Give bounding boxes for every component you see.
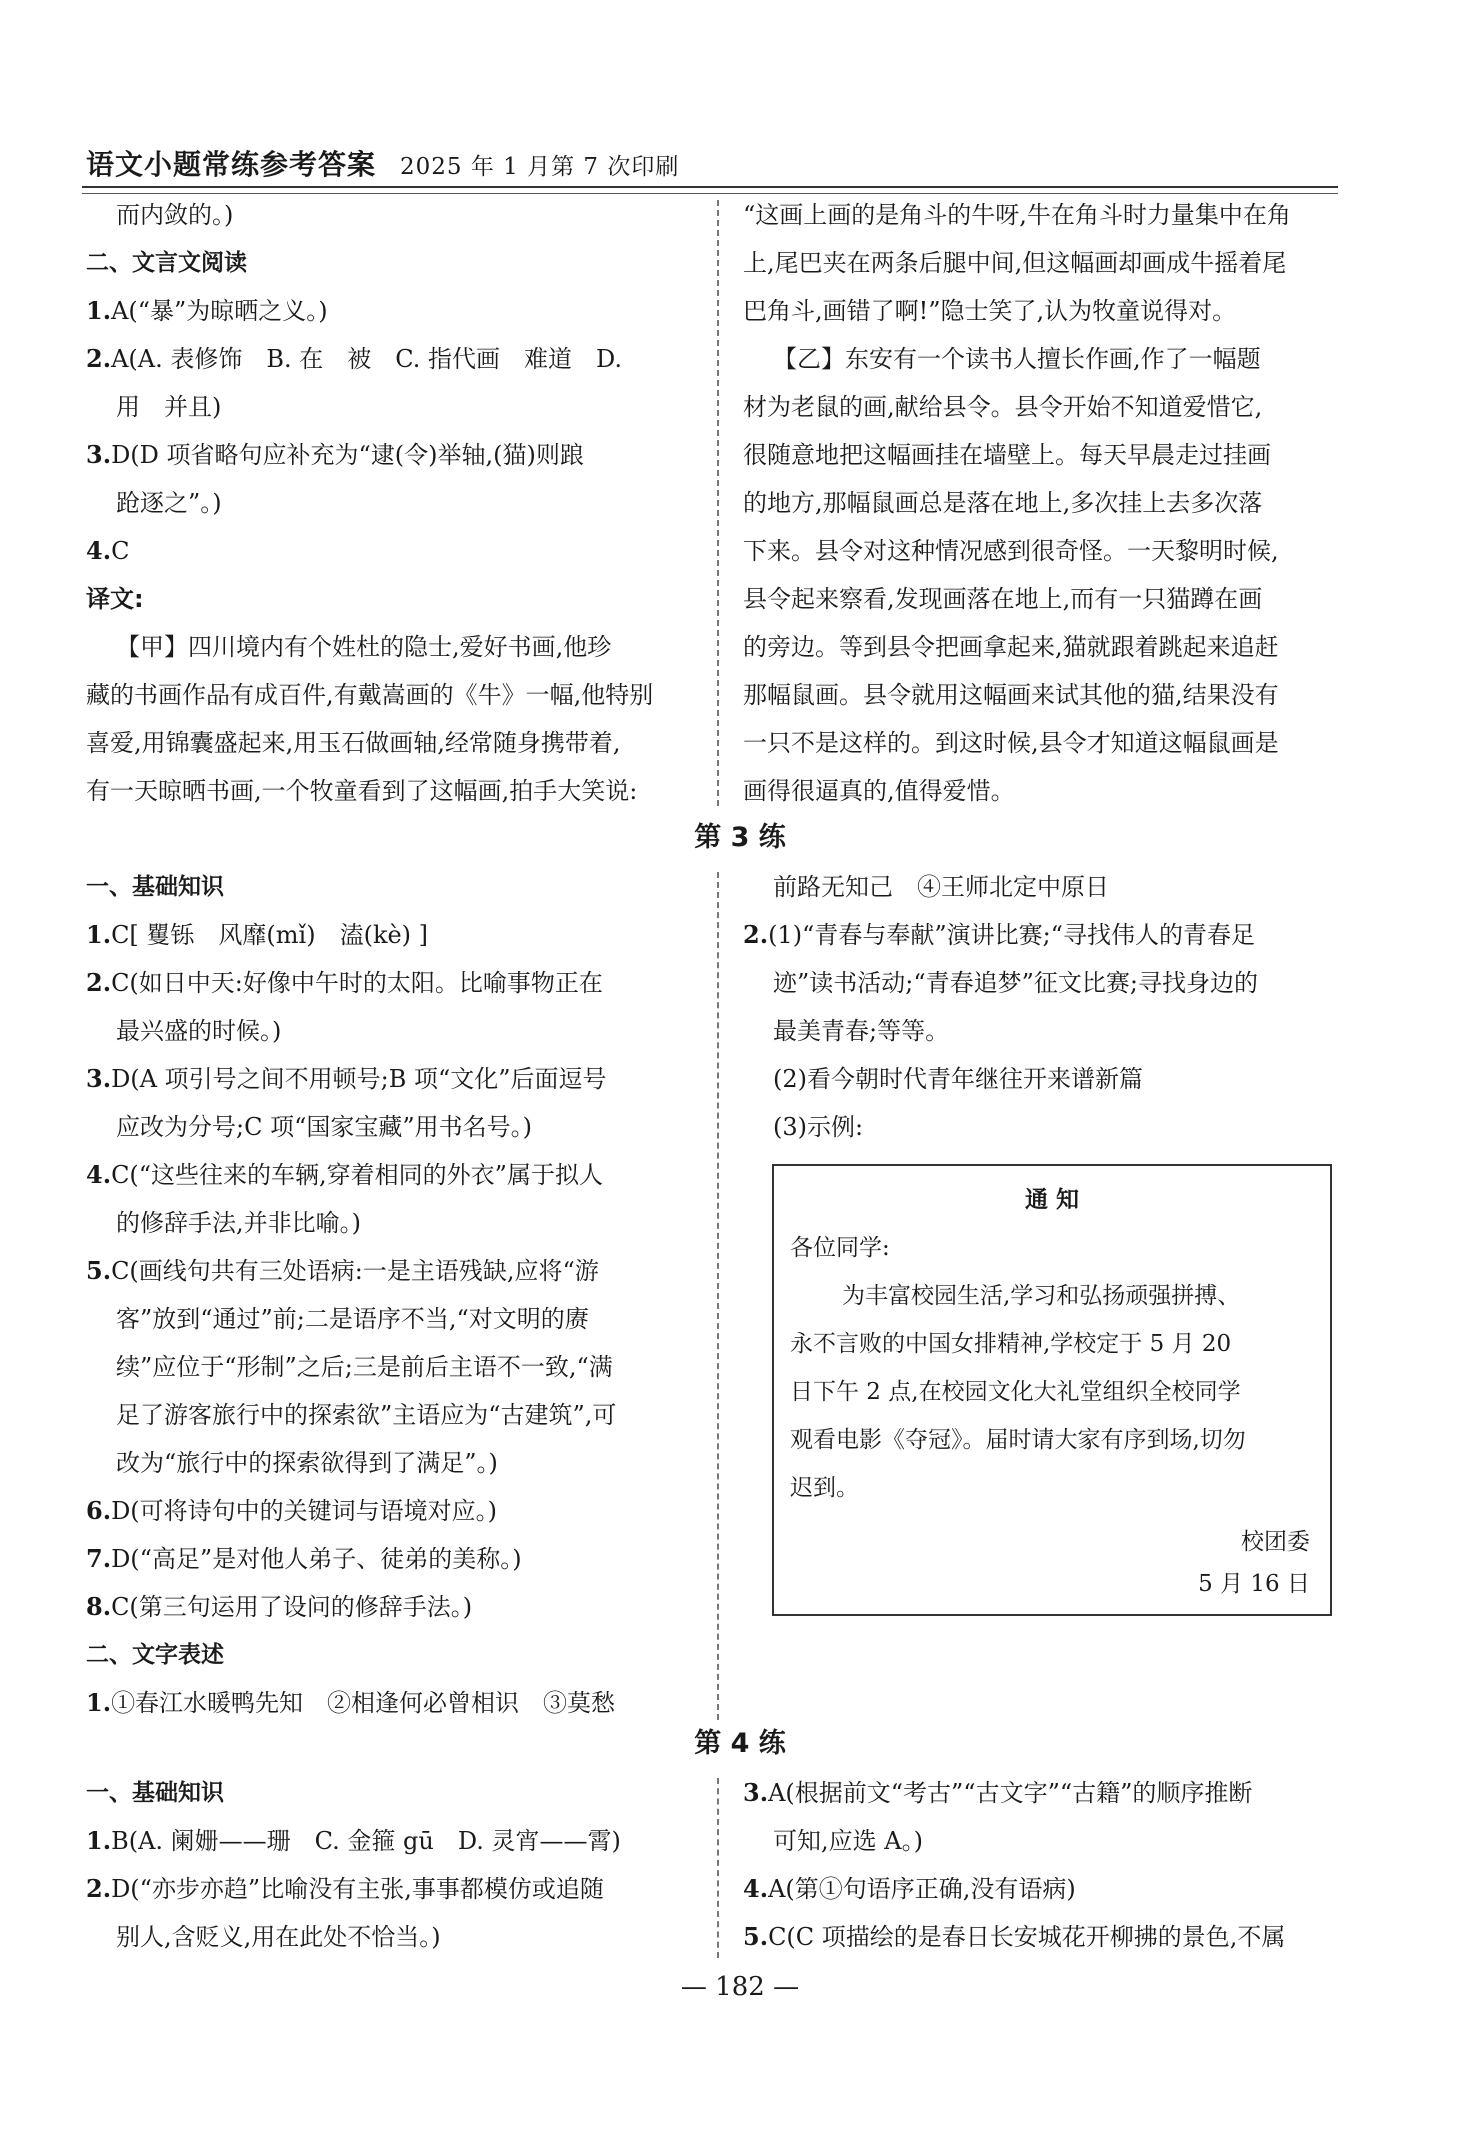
text-line: 客”放到“通过”前;二是语序不当,“对文明的赓 <box>116 1305 589 1333</box>
item-number: 2. <box>86 344 112 373</box>
answer-item <box>86 1688 615 1718</box>
item-number: 7. <box>86 1544 112 1573</box>
item-number: 6. <box>86 1496 112 1525</box>
page-header <box>86 143 679 183</box>
section-heading: 一、基础知识 <box>86 874 224 900</box>
text-line: 有一天晾晒书画,一个牧童看到了这幅画,拍手大笑说: <box>86 777 638 805</box>
text-line: 巴角斗,画错了啊!”隐士笑了,认为牧童说得对。 <box>743 297 1237 325</box>
answer-item <box>743 920 1255 950</box>
answer-text: A(“暴”为晾晒之义。) <box>111 297 328 325</box>
item-number: 3. <box>743 1778 769 1807</box>
answer-text: A(第①句语序正确,没有语病) <box>768 1875 1076 1903</box>
text-line: 足了游客旅行中的探索欲”主语应为“古建筑”,可 <box>116 1401 617 1429</box>
item-number: 1. <box>86 920 112 949</box>
notice-signer: 校团委 <box>1241 1529 1310 1555</box>
text-line: 而内敛的。) <box>116 201 234 229</box>
item-number: 3. <box>86 440 112 469</box>
item-number: 1. <box>86 1826 112 1855</box>
text-line: 改为“旅行中的探索欲得到了满足”。) <box>116 1449 498 1477</box>
answer-item <box>743 1874 1076 1904</box>
header-rule-thin <box>82 193 1338 194</box>
text-line: 可知,应选 A。) <box>773 1827 923 1855</box>
section-heading: 一、基础知识 <box>86 1780 224 1806</box>
translation-label: 译文: <box>86 585 144 613</box>
text-line: 别人,含贬义,用在此处不恰当。) <box>116 1923 441 1951</box>
answer-item <box>86 1592 472 1622</box>
notice-body-line: 永不言败的中国女排精神,学校定于 5 月 20 <box>790 1331 1232 1357</box>
notice-body-line: 观看电影《夺冠》。届时请大家有序到场,切勿 <box>790 1427 1246 1453</box>
answer-item <box>86 1160 603 1190</box>
text-line: 上,尾巴夹在两条后腿中间,但这幅画却画成牛摇着尾 <box>743 249 1287 277</box>
text-line: 一只不是这样的。到这时候,县令才知道这幅鼠画是 <box>743 729 1279 757</box>
text-line: 【甲】四川境内有个姓杜的隐士,爱好书画,他珍 <box>116 633 612 661</box>
answer-text: D(“高足”是对他人弟子、徒弟的美称。) <box>111 1545 522 1573</box>
answer-text: C(画线句共有三处语病:一是主语残缺,应将“游 <box>111 1257 599 1285</box>
item-number: 2. <box>743 920 769 949</box>
answer-item <box>86 1826 621 1856</box>
text-line: 跄逐之”。) <box>116 489 222 517</box>
section-heading: 二、文字表述 <box>86 1642 224 1668</box>
item-number: 2. <box>86 1874 112 1903</box>
answer-text: B(A. 阑姗——珊 C. 金箍 gū D. 灵宵——霄) <box>111 1827 621 1855</box>
print-info: 2025 年 1 月第 7 次印刷 <box>400 154 680 180</box>
text-line: 用 并且) <box>116 393 222 421</box>
answer-item <box>86 1064 607 1094</box>
text-line: 续”应位于“形制”之后;三是前后主语不一致,“满 <box>116 1353 613 1381</box>
header-rule-thick <box>82 186 1338 188</box>
column-divider <box>717 872 719 1720</box>
text-line: 【乙】东安有一个读书人擅长作画,作了一幅题 <box>773 345 1261 373</box>
answer-text: C(“这些往来的车辆,穿着相同的外衣”属于拟人 <box>111 1161 603 1189</box>
item-number: 1. <box>86 296 112 325</box>
answer-text: ①春江水暖鸭先知 ②相逢何必曾相识 ③莫愁 <box>111 1689 616 1717</box>
answer-text: D(A 项引号之间不用顿号;B 项“文化”后面逗号 <box>111 1065 607 1093</box>
answer-item <box>86 1496 497 1526</box>
text-line: (2)看今朝时代青年继往开来谱新篇 <box>773 1065 1143 1093</box>
answer-item <box>86 1874 604 1904</box>
answer-text: D(D 项省略句应补充为“逮(令)举轴,(猫)则踉 <box>111 441 584 469</box>
text-line: 县令起来察看,发现画落在地上,而有一只猫蹲在画 <box>743 585 1263 613</box>
column-divider <box>717 1778 719 1958</box>
text-line: 很随意地把这幅画挂在墙壁上。每天早晨走过挂画 <box>743 441 1271 469</box>
text-line: 迹”读书活动;“青春追梦”征文比赛;寻找身边的 <box>773 969 1258 997</box>
answer-item <box>86 1544 522 1574</box>
answer-text: C(第三句运用了设问的修辞手法。) <box>111 1593 473 1621</box>
notice-body-line: 日下午 2 点,在校园文化大礼堂组织全校同学 <box>790 1379 1241 1405</box>
text-line: 藏的书画作品有成百件,有戴嵩画的《牛》一幅,他特别 <box>86 681 654 709</box>
item-number: 5. <box>86 1256 112 1285</box>
item-number: 2. <box>86 968 112 997</box>
text-line: (3)示例: <box>773 1113 864 1141</box>
answer-item <box>86 296 328 326</box>
item-number: 5. <box>743 1922 769 1951</box>
answer-text: C <box>111 537 130 565</box>
section-heading: 二、文言文阅读 <box>86 250 247 276</box>
notice-body-line: 迟到。 <box>790 1475 859 1501</box>
book-title: 语文小题常练参考答案 <box>86 148 377 181</box>
item-number: 1. <box>86 1688 112 1717</box>
item-number: 3. <box>86 1064 112 1093</box>
exercise-3-heading: 第 3 练 <box>694 822 786 853</box>
notice-title: 通 知 <box>1024 1187 1079 1213</box>
text-line: 喜爱,用锦囊盛起来,用玉石做画轴,经常随身携带着, <box>86 729 621 757</box>
text-line: 的地方,那幅鼠画总是落在地上,多次挂上去多次落 <box>743 489 1263 517</box>
text-line: 前路无知己 ④王师北定中原日 <box>773 873 1109 901</box>
text-line: 画得很逼真的,值得爱惜。 <box>743 777 1015 805</box>
exercise-4-heading: 第 4 练 <box>694 1728 786 1759</box>
notice-box <box>772 1164 1332 1616</box>
answer-text: (1)“青春与奉献”演讲比赛;“寻找伟人的青春足 <box>768 921 1255 949</box>
item-number: 4. <box>86 536 112 565</box>
notice-date: 5 月 16 日 <box>1198 1571 1310 1597</box>
text-line: 的修辞手法,并非比喻。) <box>116 1209 361 1237</box>
text-line: 最兴盛的时候。) <box>116 1017 282 1045</box>
text-line: 的旁边。等到县令把画拿起来,猫就跟着跳起来追赶 <box>743 633 1279 661</box>
answer-text: A(A. 表修饰 B. 在 被 C. 指代画 难道 D. <box>111 345 623 373</box>
answer-text: D(“亦步亦趋”比喻没有主张,事事都模仿或追随 <box>111 1875 604 1903</box>
answer-item <box>743 1778 1252 1808</box>
column-divider <box>717 200 719 806</box>
item-number: 4. <box>743 1874 769 1903</box>
notice-greeting: 各位同学: <box>790 1235 890 1261</box>
item-number: 4. <box>86 1160 112 1189</box>
notice-body-line: 为丰富校园生活,学习和弘扬顽强拼搏、 <box>842 1283 1241 1309</box>
answer-item <box>86 344 622 374</box>
answer-text: A(根据前文“考古”“古文字”“古籍”的顺序推断 <box>768 1779 1253 1807</box>
text-line: 那幅鼠画。县令就用这幅画来试其他的猫,结果没有 <box>743 681 1279 709</box>
answer-text: C(C 项描绘的是春日长安城花开柳拂的景色,不属 <box>768 1923 1286 1951</box>
answer-item <box>86 440 584 470</box>
text-line: 最美青春;等等。 <box>773 1017 950 1045</box>
answer-item <box>743 1922 1285 1952</box>
text-line: 材为老鼠的画,献给县令。县令开始不知道爱惜它, <box>743 393 1263 421</box>
answer-item <box>86 1256 599 1286</box>
text-line: 下来。县令对这种情况感到很奇怪。一天黎明时候, <box>743 537 1279 565</box>
item-number: 8. <box>86 1592 112 1621</box>
answer-item <box>86 968 603 998</box>
text-line: “这画上画的是角斗的牛呀,牛在角斗时力量集中在角 <box>743 201 1291 229</box>
answer-text: C[ 矍铄 风靡(mǐ) 溘(kè) ] <box>111 921 429 949</box>
page-number: — 182 — <box>680 1972 800 2002</box>
answer-item <box>86 920 428 950</box>
text-line: 应改为分号;C 项“国家宝藏”用书名号。) <box>116 1113 532 1141</box>
answer-text: C(如日中天:好像中午时的太阳。比喻事物正在 <box>111 969 603 997</box>
answer-item <box>86 536 129 566</box>
answer-text: D(可将诗句中的关键词与语境对应。) <box>111 1497 498 1525</box>
